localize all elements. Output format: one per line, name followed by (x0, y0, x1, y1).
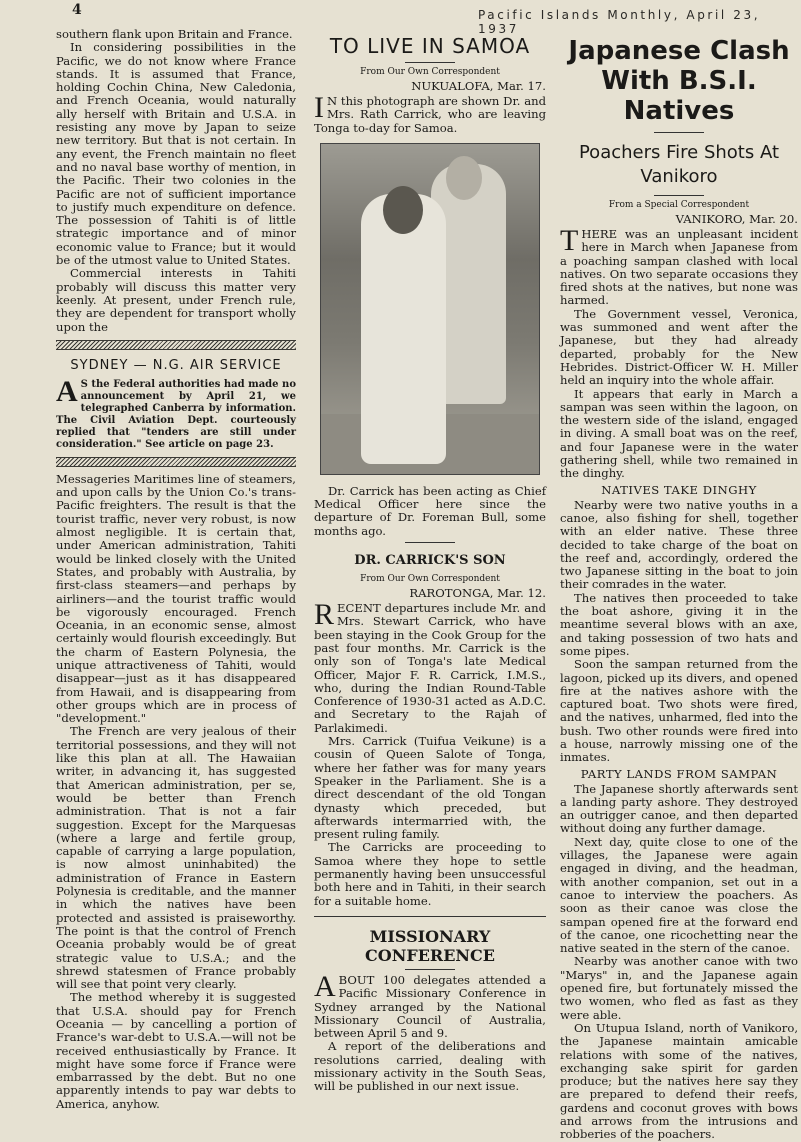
dateline: VANIKORO, Mar. 20. (675, 212, 798, 226)
correspondent-line: From a Special Correspondent (608, 200, 750, 210)
air-service-heading: SYDNEY — N.G. AIR SERVICE (70, 357, 282, 373)
paragraph: The natives then proceeded to take the boat ashore, giving it in the meantime several blows with an axe, and taking possession of two hats and some pipes. (560, 590, 798, 658)
hatched-divider (56, 457, 296, 467)
drop-cap: R (314, 598, 335, 632)
dateline: NUKUALOFA, Mar. 17. (411, 79, 546, 93)
paragraph: On Utupua Island, north of Vanikoro, the Japanese maintain amicable relations with some of the natives, exchanging sake spirit for garden produce; but the natives here say they are prepared to defend their reefs, gardens and coconut groves with bows and arrows from the intrusions and robberies of the poachers. (560, 1020, 798, 1142)
drop-cap: A (56, 374, 78, 408)
short-rule (405, 969, 455, 970)
carrick-photograph (320, 143, 540, 475)
section-subhead: NATIVES TAKE DINGHY (601, 482, 757, 497)
paragraph: HERE was an unpleasant incident here in March when Japanese from a poaching sampan clashed with local natives. On two separate occasions they fired shots at the natives, but none was harmed. (560, 227, 798, 308)
short-rule (654, 195, 704, 196)
short-rule (654, 132, 704, 133)
column-middle (314, 28, 546, 1094)
paragraph: N this photograph are shown Dr. and Mrs. Rath Carrick, who are leaving Tonga to-day for Samoa. (314, 94, 546, 135)
air-service-notice (56, 374, 296, 451)
paragraph: BOUT 100 delegates attended a Pacific Missionary Conference in Sydney arranged by the National Missionary Council of Australia, between April 5 and 9. (314, 972, 546, 1041)
paragraph: The Government vessel, Veronica, was summoned and went after the Japanese, but they had already departed, probably for the New Hebrides. District-Officer W. H. Miller held an inquiry into the whole affair. (560, 306, 798, 388)
correspondent-line: From Our Own Correspondent (360, 574, 500, 585)
paragraph: Nearby was another canoe with two "Marys" in, and the Japanese again opened fire, but fortunately missed the two women, who fled as fast as they were able. (560, 954, 798, 1022)
carrick-son-headline: DR. CARRICK'S SON (354, 553, 506, 569)
paragraph: Mrs. Carrick (Tuifua Veikune) is a cousin of Queen Salote of Tonga, where her father was for many years Speaker in the Parliament. She is a direct descendant of the old Tongan dynasty which preceded, but afterwards intermarried with, the present ruling family. (314, 734, 546, 842)
sub-headline: Poachers Fire Shots At Vanikoro (578, 142, 780, 187)
dateline: RAROTONGA, Mar. 12. (409, 586, 546, 601)
paragraph: Next day, quite close to one of the villages, the Japanese were again engaged in diving, and the headman, with another companion, set out in a canoe to interview the poachers. As soon as their canoe was close the sampan opened fire at the forward end of the canoe, one ricochetting near the native seated in the stern of the canoe. (560, 834, 798, 956)
short-rule (405, 62, 455, 63)
notice-text: S the Federal authorities had made no announcement by April 21, we telegraphed Canberra by information. The Civil Aviation Dept. courteously replied that "tenders are still under consideration." See article on page 23. (56, 378, 296, 450)
section-rule (314, 916, 546, 917)
correspondent-line: From Our Own Correspondent (360, 67, 500, 77)
paragraph: Commercial interests in Tahiti probably will discuss this matter very keenly. At present, under French rule, they are dependent for transport wholly upon the (56, 266, 296, 334)
paragraph: The Japanese shortly afterwards sent a landing party ashore. They destroyed an outrigger canoe, and then departed without doing any further damage. (560, 781, 798, 836)
paragraph: A report of the deliberations and resolutions carried, dealing with missionary activity in the South Seas, will be published in our next issue. (314, 1039, 546, 1094)
drop-cap: A (314, 969, 336, 1003)
drop-cap: T (560, 224, 579, 257)
photo-caption: Dr. Carrick has been acting as Chief Medical Officer here since the departure of Dr. Foreman Bull, some months ago. (314, 483, 546, 538)
paragraph: The Carricks are proceeding to Samoa where they hope to settle permanently having been unsuccessful both here and in Tahiti, in their search for a suitable home. (314, 840, 546, 908)
paragraph: southern flank upon Britain and France. (56, 27, 293, 41)
samoa-headline: TO LIVE IN SAMOA (329, 34, 531, 58)
section-subhead: PARTY LANDS FROM SAMPAN (580, 766, 778, 781)
hatched-divider (56, 340, 296, 350)
short-rule (405, 542, 455, 543)
paragraph: Messageries Maritimes line of steamers, and upon calls by the Union Co.'s trans-Pacific freighters. The result is that the tourist traffic, never very robust, is now almost negligible. It is certain that, under American administration, Tahiti would be linked closely with the United States, and probably with Australia, by first-class steamers—and perhaps by airliners—and the tourist traffic would be vigorously encouraged. French Oceania, in an economic sense, almost certainly would flourish exceedingly. But the charm of Eastern Polynesia, the unique attractiveness of Tahiti, would disappear—just as it has disappeared from Hawaii, and is disappearing from other groups which are in process of "development." (56, 471, 296, 726)
paragraph: In considering possibilities in the Pacific, we do not know where France stands. It is assumed that France, holding Cochin China, New Caledonia, and French Oceania, would naturally ally herself with Britain and U.S.A. in resisting any move by Japan to seize new territory. But that is not certain. In any event, the French maintain no fleet and no naval base worthy of mention, in the Pacific. Their two colonies in the Pacific are not of sufficient importance to justify much expenditure on defence. The possession of Tahiti is of little strategic importance and of minor economic value to France; but it would be of the utmost value to United States. (56, 40, 296, 268)
page-number: 4 (72, 2, 82, 18)
paragraph: The French are very jealous of their territorial possessions, and they will not like this plan at all. The Hawaiian writer, in advancing it, has suggested that American administration, per se, would be better than French administration. That is not a fair suggestion. Except for the Marquesas (where a large and fertile group, capable of carrying a large population, is now almost uninhabited) the administration of France in Eastern Polynesia is creditable, and the manner in which the natives have been protected and assisted is praiseworthy. The point is that the control of French Oceania probably would be of great strategic value to U.S.A.; and the shrewd statesmen of France probably will see that point very clearly. (56, 724, 296, 992)
paragraph: Soon the sampan returned from the lagoon, picked up its divers, and opened fire at the natives ashore with the captured boat. Two shots were fired, and the natives, unharmed, fled into the bush. Two other rounds were fired into a house, narrowly missing one of the inmates. (560, 657, 798, 765)
paragraph: The method whereby it is suggested that U.S.A. should pay for French Oceania — by cancelling a portion of France's war-debt to U.S.A.—will not be received enthusiastically by France. It might have some force if France were embarrassed by the debt. But no one apparently intends to pay war debts to America, anyhow. (56, 990, 296, 1111)
paragraph: ECENT departures include Mr. and Mrs. Stewart Carrick, who have been staying in the Cook Group for the past four months. Mr. Carrick is the only son of Tonga's late Medical Officer, Major F. R. Carrick, I.M.S., who, during the Indian Round-Table Conference of 1930-31 acted as A.D.C. and Secretary to the Rajah of Parlakimedi. (314, 601, 546, 735)
masthead: Pacific Islands Monthly, April 23, 1937 (478, 8, 761, 36)
missionary-headline: MISSIONARY CONFERENCE (365, 926, 495, 965)
column-right (560, 28, 798, 1142)
drop-cap: I (314, 91, 324, 124)
main-headline: Japanese Clash With B.S.I. Natives (568, 36, 790, 126)
paragraph: It appears that early in March a sampan was seen within the lagoon, on the western side of the island, engaged in diving. A small boat was on the reef, and four Japanese were in the water gathering shell, while two remained in the dinghy. (560, 386, 798, 481)
paragraph: Nearby were two native youths in a canoe, also fishing for shell, together with an elder native. These three decided to take charge of the boat on the reef and, accordingly, ordered the two Japanese sitting in the boat to join their comrades in the water. (560, 497, 798, 592)
column-left (56, 28, 296, 1111)
